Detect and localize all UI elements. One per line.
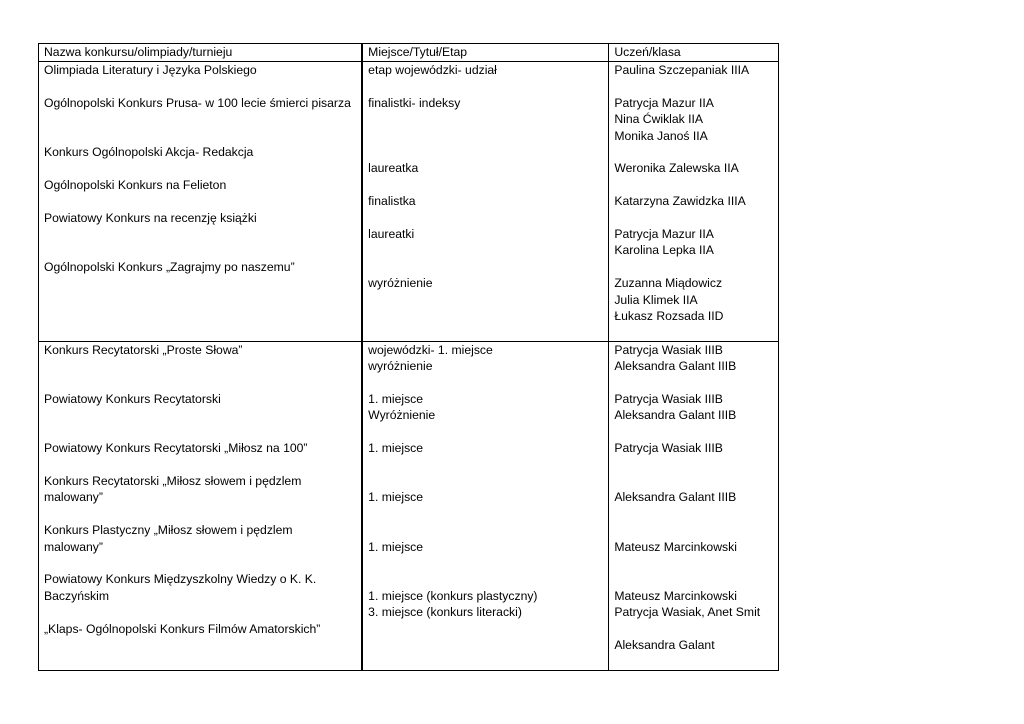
table-row — [39, 62, 779, 342]
cell-line — [368, 242, 603, 258]
cell-line — [44, 457, 356, 473]
cell-line — [614, 621, 773, 637]
cell-line — [368, 308, 603, 324]
cell-line — [614, 506, 773, 522]
cell-line — [44, 111, 356, 127]
cell-line: Patrycja Mazur IIA — [614, 95, 714, 110]
cell-line: Konkurs Recytatorski „Miłosz słowem i pędzlem — [44, 473, 302, 488]
cell-line: Ogólnopolski Konkurs „Zagrajmy po naszemu” — [44, 259, 295, 274]
cell-line — [368, 292, 603, 308]
header-student-class: Uczeń/klasa — [609, 44, 779, 62]
cell-line — [368, 177, 603, 193]
cell-line — [368, 637, 603, 653]
cell-line: 1. miejsce — [368, 539, 424, 554]
cell-line — [368, 653, 603, 669]
cell-line: „Klaps- Ogólnopolski Konkurs Filmów Amatorskich” — [44, 621, 321, 636]
cell-line: Zuzanna Miądowicz — [614, 276, 723, 291]
cell-line — [614, 473, 773, 489]
awards-table — [38, 43, 779, 671]
cell-line — [368, 571, 603, 587]
cell-line — [44, 555, 356, 571]
cell-line — [44, 424, 356, 440]
cell-line — [44, 193, 356, 209]
cell-line: laureatka — [368, 161, 419, 176]
cell-line: wyróżnienie — [368, 359, 433, 374]
header-place-title-stage: Miejsce/Tytuł/Etap — [362, 44, 609, 62]
cell-line — [614, 555, 773, 571]
cell-line — [614, 522, 773, 538]
cell-line — [44, 407, 356, 423]
cell-line: Mateusz Marcinkowski — [614, 588, 737, 603]
cell-line — [44, 358, 356, 374]
cell-line — [614, 144, 773, 160]
cell-line: Olimpiada Literatury i Języka Polskiego — [44, 63, 257, 77]
cell-line: laureatki — [368, 226, 415, 241]
cell-line: Aleksandra Galant IIIB — [614, 359, 737, 374]
cell-line — [44, 506, 356, 522]
cell-line: Aleksandra Galant — [614, 637, 715, 652]
cell-line: Patrycja Mazur IIA — [614, 227, 714, 241]
cell-line: 3. miejsce (konkurs literacki) — [368, 605, 522, 620]
cell-line: Julia Klimek IIA — [614, 292, 698, 307]
cell-line — [614, 457, 773, 473]
cell-line: Aleksandra Galant IIIB — [614, 490, 737, 505]
cell-line — [44, 128, 356, 144]
cell-line: wojewódzki- 1. miejsce — [368, 342, 493, 357]
cell-line — [368, 522, 603, 538]
cell-line: Katarzyna Zawidzka IIIA — [614, 194, 746, 209]
cell-line: 1. miejsce — [368, 441, 424, 456]
cell-line: Paulina Szczepaniak IIIA — [614, 63, 750, 77]
cell-line: Powiatowy Konkurs na recenzję książki — [44, 210, 257, 225]
cell-line — [368, 506, 603, 522]
cell-line — [368, 473, 603, 489]
cell-line: Patrycja Wasiak IIIB — [614, 392, 723, 407]
cell-line: Baczyńskim — [44, 588, 110, 603]
cell-line: Ogólnopolski Konkurs Prusa- w 100 lecie śmierci pisarza — [44, 95, 351, 110]
cell-line: 1. miejsce (konkurs plastyczny) — [368, 588, 538, 603]
cell-line: Karolina Lepka IIA — [614, 243, 714, 258]
cell-line — [44, 653, 356, 669]
cell-line — [368, 555, 603, 571]
cell-line — [368, 111, 603, 127]
cell-line — [368, 457, 603, 473]
cell-line — [614, 78, 773, 94]
cell-line — [368, 144, 603, 160]
cell-line — [44, 604, 356, 620]
cell-line: Ogólnopolski Konkurs na Felieton — [44, 177, 227, 192]
cell-line: Powiatowy Konkurs Międzyszkolny Wiedzy o K. K. — [44, 572, 317, 587]
cell-line — [614, 571, 773, 587]
cell-line — [44, 275, 356, 291]
competition-name-cell — [39, 62, 363, 342]
cell-line — [44, 324, 356, 340]
cell-line — [614, 324, 773, 340]
cell-line — [614, 210, 773, 226]
cell-line: finalistka — [368, 194, 416, 209]
cell-line: Łukasz Rozsada IID — [614, 309, 724, 324]
cell-line — [368, 128, 603, 144]
cell-line — [368, 78, 603, 94]
cell-line: Aleksandra Galant IIIB — [614, 408, 737, 423]
cell-line — [368, 375, 603, 391]
cell-line — [44, 242, 356, 258]
cell-line — [614, 375, 773, 391]
cell-line — [368, 210, 603, 226]
place-title-stage-cell — [362, 62, 609, 342]
cell-line: malowany” — [44, 539, 103, 554]
cell-line — [44, 308, 356, 324]
place-title-stage-cell — [362, 341, 609, 670]
cell-line — [614, 177, 773, 193]
cell-line: etap wojewódzki- udział — [368, 63, 497, 77]
cell-line: Wyróżnienie — [368, 408, 436, 423]
cell-line: Powiatowy Konkurs Recytatorski — [44, 392, 221, 406]
cell-line — [368, 259, 603, 275]
cell-line — [368, 324, 603, 340]
cell-line: Patrycja Wasiak IIIB — [614, 441, 723, 456]
cell-line: Weronika Zalewska IIA — [614, 161, 739, 176]
cell-line — [368, 621, 603, 637]
cell-line — [44, 160, 356, 176]
cell-line — [44, 292, 356, 308]
cell-line: Monika Janoś IIA — [614, 128, 708, 143]
cell-line: Nina Ćwiklak IIA — [614, 112, 704, 127]
cell-line — [44, 375, 356, 391]
header-row — [39, 44, 779, 62]
cell-line: finalistki- indeksy — [368, 95, 461, 110]
cell-line: 1. miejsce — [368, 392, 424, 407]
cell-line: wyróżnienie — [368, 276, 433, 291]
student-class-cell — [609, 62, 779, 342]
header-competition-name: Nazwa konkursu/olimpiady/turnieju — [39, 44, 363, 62]
cell-line: Patrycja Wasiak IIIB — [614, 342, 723, 357]
cell-line — [614, 424, 773, 440]
cell-line — [44, 637, 356, 653]
cell-line: Patrycja Wasiak, Anet Smit — [614, 605, 761, 620]
table-row — [39, 341, 779, 670]
cell-line: Konkurs Plastyczny „Miłosz słowem i pędzlem — [44, 523, 293, 538]
cell-line: Powiatowy Konkurs Recytatorski „Miłosz na 100” — [44, 441, 308, 456]
cell-line — [614, 259, 773, 275]
cell-line: Konkurs Ogólnopolski Akcja- Redakcja — [44, 144, 254, 159]
competition-name-cell — [39, 341, 363, 670]
cell-line — [368, 424, 603, 440]
cell-line — [44, 78, 356, 94]
student-class-cell — [609, 341, 779, 670]
cell-line: Mateusz Marcinkowski — [614, 539, 737, 554]
cell-line: Konkurs Recytatorski „Proste Słowa” — [44, 342, 243, 357]
cell-line — [44, 226, 356, 242]
cell-line: malowany” — [44, 490, 103, 505]
cell-line — [614, 653, 773, 669]
cell-line: 1. miejsce — [368, 490, 424, 505]
